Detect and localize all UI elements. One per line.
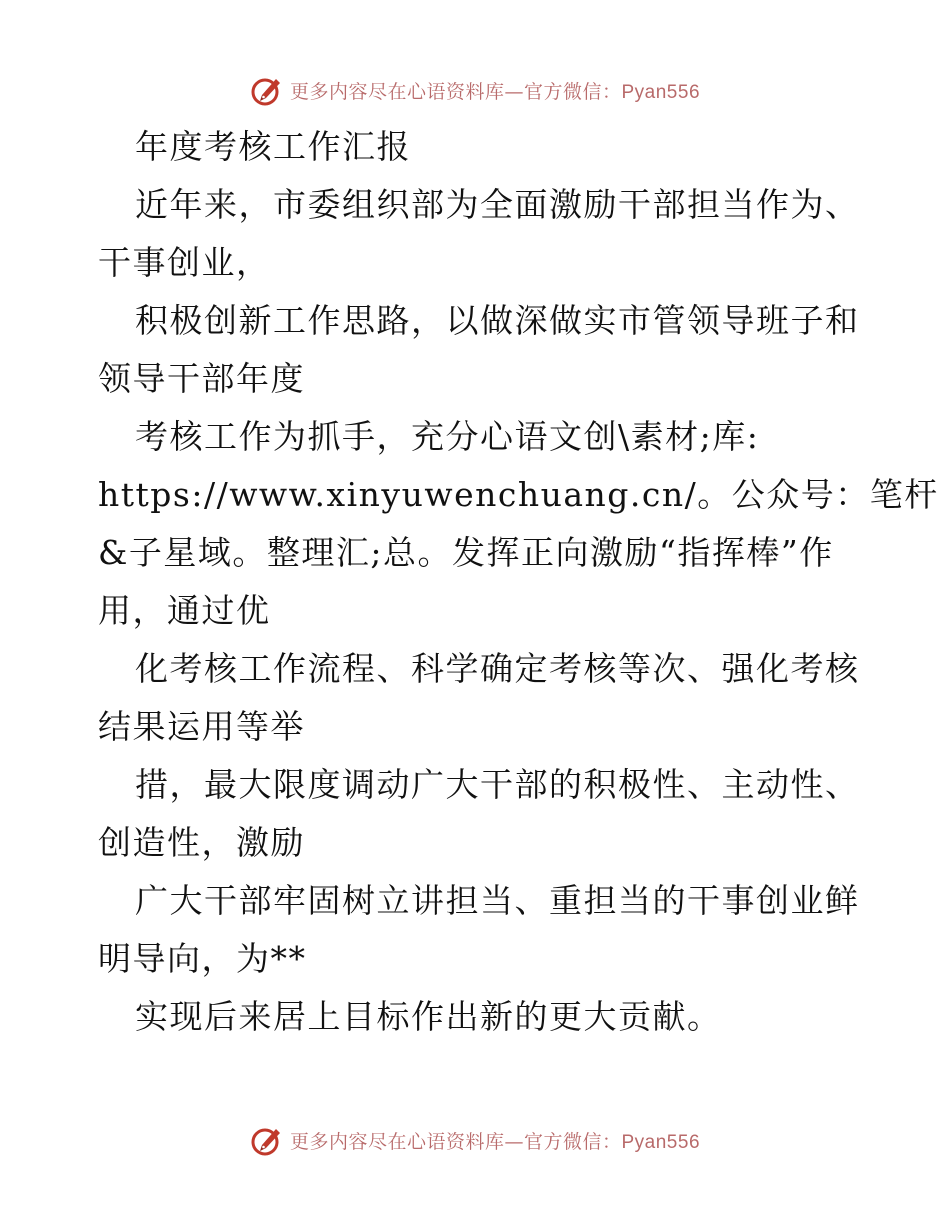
pen-nib-logo-icon <box>250 1123 284 1157</box>
footer-banner-text <box>290 1127 700 1154</box>
pen-nib-logo-icon <box>250 73 284 107</box>
body-line-14: 明导向，为** <box>98 939 307 978</box>
header-banner <box>0 68 950 112</box>
footer-wechat-id: Pyan556 <box>621 1131 701 1153</box>
body-line-3: 积极创新工作思路，以做深做实市管领导班子和 <box>135 301 860 340</box>
document-title: 年度考核工作汇报 <box>135 127 411 166</box>
body-line-6: https://www.xinyuwenchuang.cn/。公众号：笔杆 <box>98 475 939 514</box>
body-line-12: 创造性，激励 <box>98 823 305 862</box>
header-wechat-id: Pyan556 <box>621 81 701 103</box>
footer-banner-label: 更多内容尽在心语资料库—官方微信： <box>289 1130 622 1153</box>
body-line-9: 化考核工作流程、科学确定考核等次、强化考核 <box>135 649 860 688</box>
body-line-2: 干事创业， <box>98 243 271 282</box>
header-banner-label: 更多内容尽在心语资料库—官方微信： <box>289 80 622 103</box>
body-line-8: 用，通过优 <box>98 591 271 630</box>
body-line-5: 考核工作为抓手，充分心语文创\素材;库: <box>135 417 760 456</box>
document-body <box>98 118 939 1046</box>
body-line-7: &子星域。整理汇;总。发挥正向激励“指挥棒”作 <box>98 533 834 572</box>
body-line-11: 措，最大限度调动广大干部的积极性、主动性、 <box>135 765 860 804</box>
body-line-4: 领导干部年度 <box>98 359 305 398</box>
footer-banner <box>0 1118 950 1162</box>
body-line-15: 实现后来居上目标作出新的更大贡献。 <box>135 997 722 1036</box>
body-line-10: 结果运用等举 <box>98 707 305 746</box>
body-line-1: 近年来，市委组织部为全面激励干部担当作为、 <box>135 185 860 224</box>
header-banner-text <box>290 77 700 104</box>
body-line-13: 广大干部牢固树立讲担当、重担当的干事创业鲜 <box>135 881 860 920</box>
